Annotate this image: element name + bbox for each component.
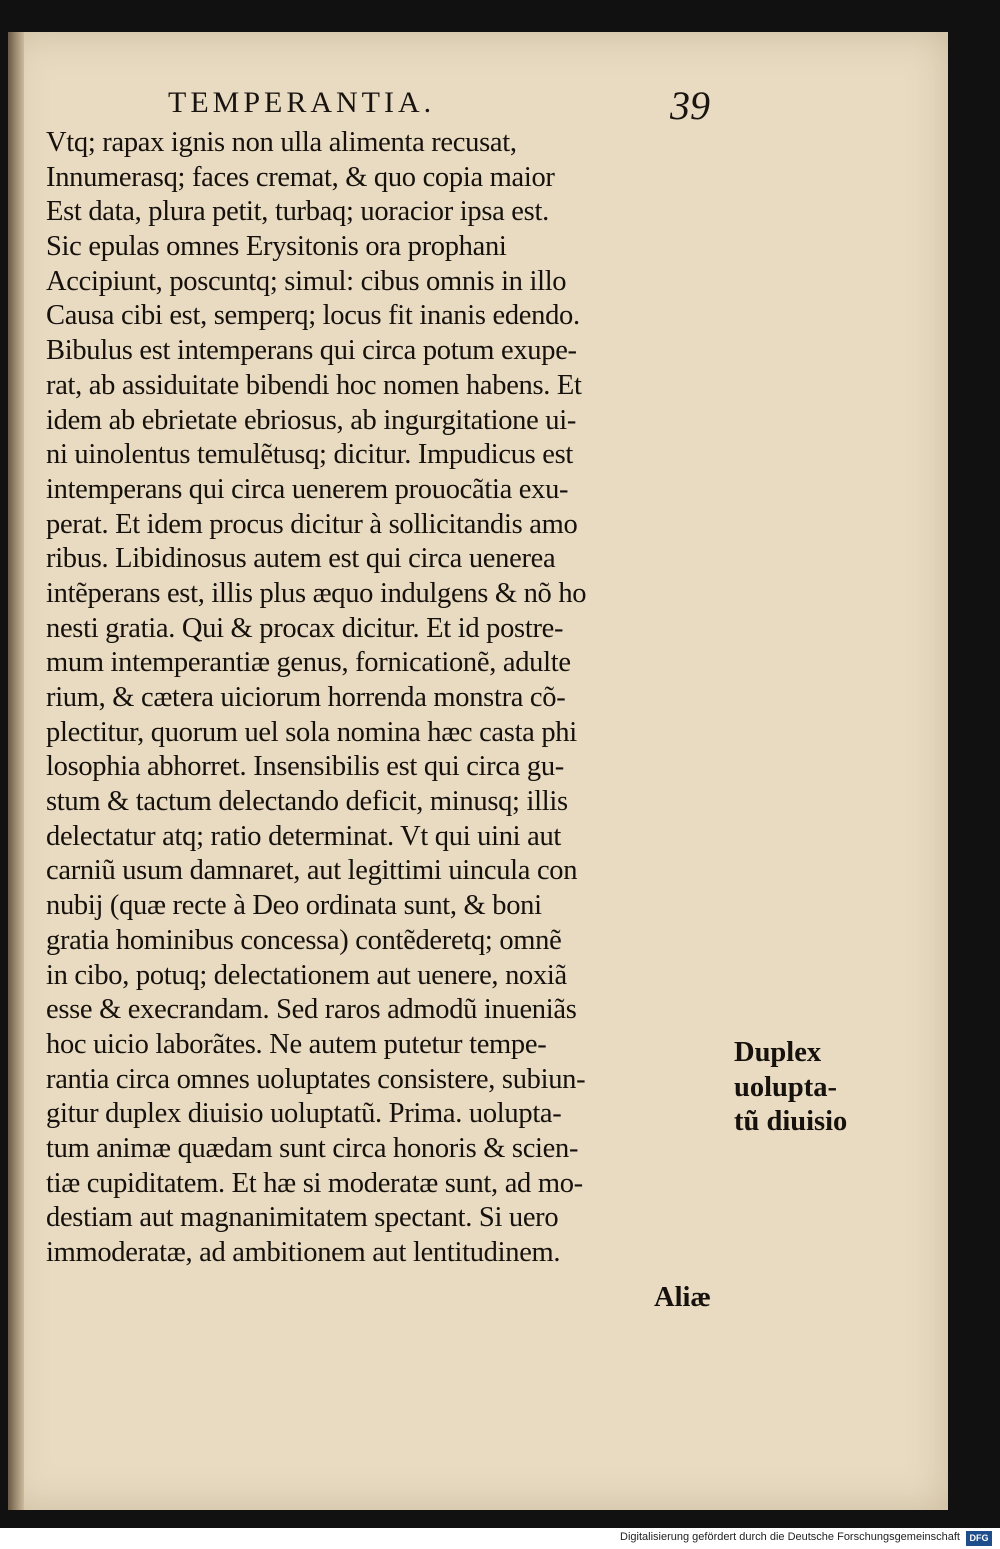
margin-note-line: Duplex [734,1037,822,1068]
text-line: nubij (quæ recte à Deo ordinata sunt, & boni [46,890,542,922]
text-line: intemperans qui circa uenerem prouocãtia exu- [46,473,569,505]
text-line: tiæ cupiditatem. Et hæ si moderatæ sunt, ad mo- [46,1167,583,1199]
text-line: Est data, plura petit, turbaq; uoracior ipsa est. [46,196,549,228]
text-line: mum intemperantiæ genus, fornicationẽ, adulte [46,647,571,679]
text-line: ribus. Libidinosus autem est qui circa uenerea [46,543,556,575]
text-line: Accipiunt, poscuntq; simul: cibus omnis in illo [46,265,567,297]
margin-note [734,1036,847,1140]
text-line: gratia hominibus concessa) contẽderetq; omnẽ [46,924,562,956]
text-line: ni uinolentus temulẽtusq; dicitur. Impudicus est [46,439,574,471]
text-line: in cibo, potuq; delectationem aut uenere, noxiã [46,959,567,991]
dfg-logo-icon[interactable]: DFG [966,1531,992,1546]
catchword: Aliæ [654,1282,711,1313]
running-head: TEMPERANTIA. [168,86,436,119]
text-line: Causa cibi est, semperq; locus fit inanis edendo. [46,300,580,332]
text-line: losophia abhorret. Insensibilis est qui circa gu- [46,751,564,783]
book-page [8,32,948,1510]
text-line: immoderatæ, ad ambitionem aut lentitudinem. [46,1237,561,1268]
text-line: Innumerasq; faces cremat, & quo copia maior [46,161,555,193]
page-number: 39 [670,83,710,128]
text-line: delectatur atq; ratio determinat. Vt qui uini aut [46,820,562,852]
footer-bar [0,1528,1000,1549]
funding-credit: Digitalisierung gefördert durch die Deutsche Forschungsgemeinschaft [620,1531,960,1543]
text-line: stum & tactum delectando deficit, minusq; illis [46,786,568,818]
text-line: nesti gratia. Qui & procax dicitur. Et id postre- [46,612,564,644]
text-line: hoc uicio laborãtes. Ne autem putetur tempe- [46,1028,547,1060]
text-line: perat. Et idem procus dicitur à sollicitandis amo [46,508,578,540]
text-line: destiam aut magnanimitatem spectant. Si uero [46,1202,559,1234]
text-line: esse & execrandam. Sed raros admodũ inueniãs [46,994,577,1026]
text-line: Bibulus est intemperans qui circa potum exupe- [46,335,577,367]
text-line: intẽperans est, illis plus æquo indulgens & nõ ho [46,577,587,609]
text-line: gitur duplex diuisio uoluptatũ. Prima. uolupta- [46,1098,562,1130]
margin-note-line: tũ diuisio [734,1106,848,1138]
text-line: rantia circa omnes uoluptates consistere, subiun- [46,1063,586,1095]
text-line: rium, & cætera uiciorum horrenda monstra cõ- [46,682,566,713]
text-line: tum animæ quædam sunt circa honoris & scien- [46,1132,579,1164]
text-line: carniũ usum damnaret, aut legittimi uincula con [46,855,578,887]
page-gutter [8,32,24,1510]
text-line: idem ab ebrietate ebriosus, ab ingurgitatione ui- [46,404,577,436]
text-line: Vtq; rapax ignis non ulla alimenta recusat, [46,127,517,158]
text-line: plectitur, quorum uel sola nomina hæc casta phi [46,716,577,748]
margin-note-line: uolupta- [734,1071,837,1103]
main-text-block [46,126,746,1271]
text-line: rat, ab assiduitate bibendi hoc nomen habens. Et [46,369,582,401]
text-line: Sic epulas omnes Erysitonis ora prophani [46,231,507,263]
